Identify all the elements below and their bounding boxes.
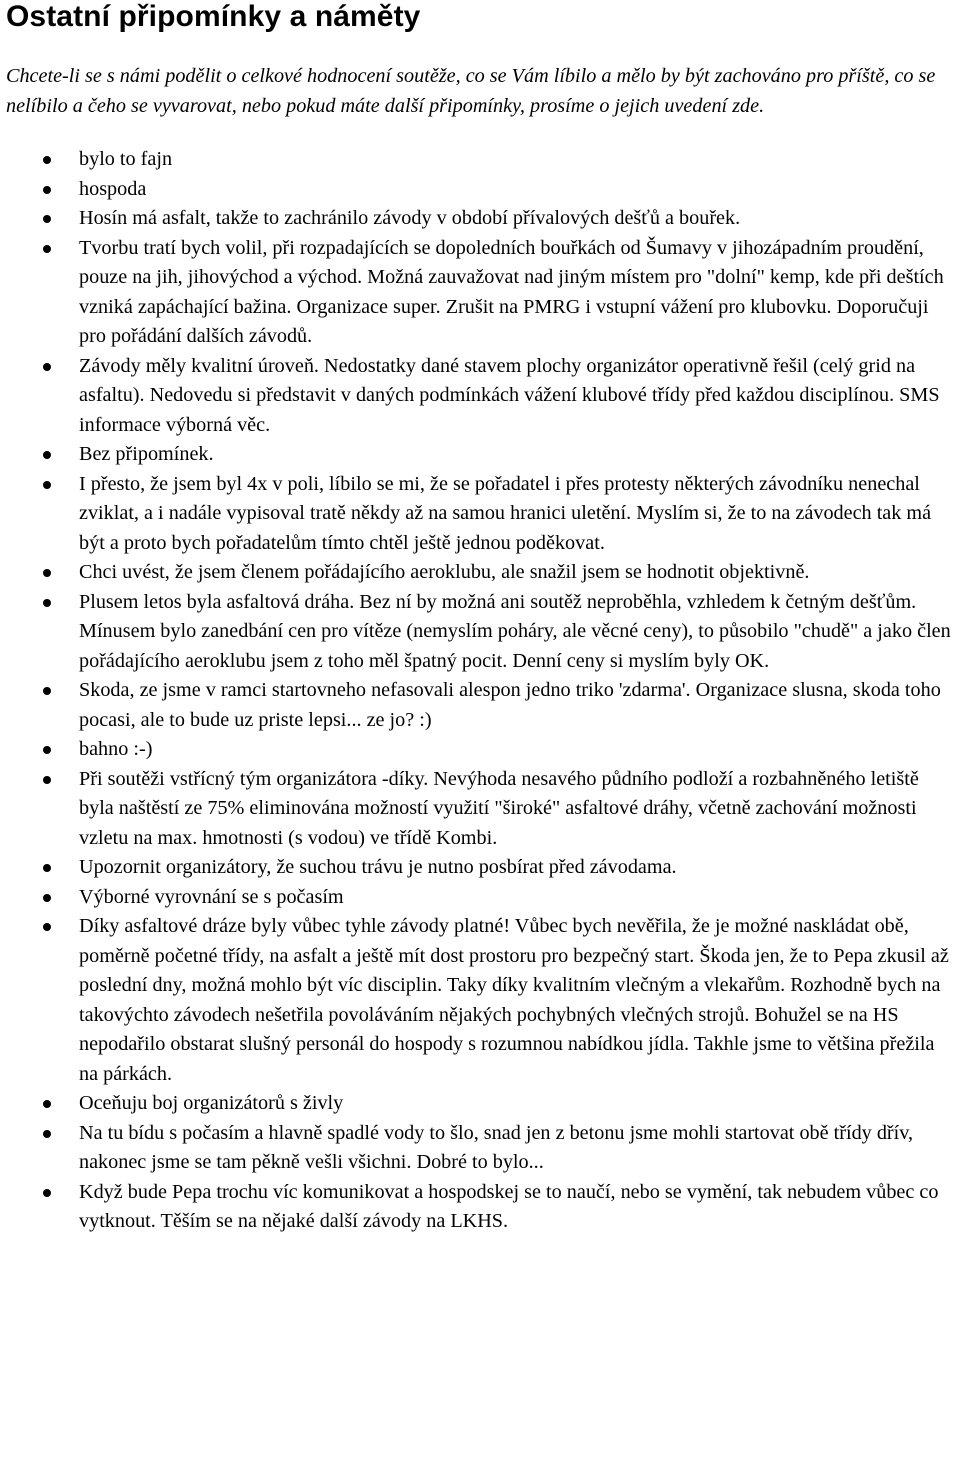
intro-paragraph: Chcete-li se s námi podělit o celkové hodnocení soutěže, co se Vám líbilo a mělo by být zachováno pro příště, co se nelíbilo a čeho se vyvarovat, nebo pokud máte další připomínky, prosíme o jejich uvedení zde.	[6, 65, 936, 117]
list-item: Výborné vyrovnání se s počasím	[6, 883, 956, 913]
list-item: hospoda	[6, 175, 956, 205]
page-title: Ostatní připomínky a náměty	[6, 0, 421, 33]
list-item: bylo to fajn	[6, 145, 956, 175]
list-item: Bez připomínek.	[6, 440, 956, 470]
list-item: Upozornit organizátory, že suchou trávu je nutno posbírat před závodama.	[6, 853, 956, 883]
list-item: Tvorbu tratí bych volil, při rozpadajících se dopoledních bouřkách od Šumavy v jihozápadním proudění, pouze na jih, jihovýchod a východ. Možná zauvažovat nad jiným místem pro "dolní" kemp, kde při deštích vzniká zapáchající bažina. Organizace super. Zrušit na PMRG i vstupní vážení pro klubovku. Doporučuji pro pořádání dalších závodů.	[6, 234, 956, 352]
list-item: Na tu bídu s počasím a hlavně spadlé vody to šlo, snad jen z betonu jsme mohli startovat obě třídy dřív, nakonec jsme se tam pěkně vešli všichni. Dobré to bylo...	[6, 1119, 956, 1178]
list-item: Plusem letos byla asfaltová dráha. Bez ní by možná ani soutěž neproběhla, vzhledem k četným dešťům. Mínusem bylo zanedbání cen pro vítěze (nemyslím poháry, ale věcné ceny), to působilo "chudě" a jako člen pořádajícího aeroklubu jsem z toho měl špatný pocit. Denní ceny si myslím byly OK.	[6, 588, 956, 677]
list-item: Při soutěži vstřícný tým organizátora -díky. Nevýhoda nesavého půdního podloží a rozbahněného letiště byla naštěstí ze 75% eliminována možností využití "široké" asfaltové dráhy, včetně zachování možnosti vzletu na max. hmotnosti (s vodou) ve třídě Kombi.	[6, 765, 956, 854]
list-item: Když bude Pepa trochu víc komunikovat a hospodskej se to naučí, nebo se vymění, tak nebudem vůbec co vytknout. Těším se na nějaké další závody na LKHS.	[6, 1178, 956, 1237]
list-item: Chci uvést, že jsem členem pořádajícího aeroklubu, ale snažil jsem se hodnotit objektivně.	[6, 558, 956, 588]
list-item: Díky asfaltové dráze byly vůbec tyhle závody platné! Vůbec bych nevěřila, že je možné naskládat obě, poměrně početné třídy, na asfalt a ještě mít dost prostoru pro bezpečný start. Škoda jen, že to Pepa zkusil až poslední dny, možná mohlo být víc disciplin. Taky díky kvalitním vlečným a vlekařům. Rozhodně bych na takovýchto závodech nešetřila povoláváním nějakých pochybných vlečných strojů. Bohužel se na HS nepodařilo obstarat slušný personál do hospody s rozumnou nabídkou jídla. Takhle jsme to většina přežila na párkách.	[6, 912, 956, 1089]
list-item: Skoda, ze jsme v ramci startovneho nefasovali alespon jedno triko 'zdarma'. Organizace slusna, skoda toho pocasi, ale to bude uz priste lepsi... ze jo? :)	[6, 676, 956, 735]
list-item: Hosín má asfalt, takže to zachránilo závody v období přívalových dešťů a bouřek.	[6, 204, 956, 234]
list-item: I přesto, že jsem byl 4x v poli, líbilo se mi, že se pořadatel i přes protesty některých závodníku nenechal zviklat, a i nadále vypisoval tratě někdy až na samou hranici uletění. Myslím si, že to na závodech tak má být a proto bych pořadatelům tímto chtěl ještě jednou poděkovat.	[6, 470, 956, 559]
list-item: Oceňuju boj organizátorů s živly	[6, 1089, 956, 1119]
responses-list	[6, 145, 956, 1237]
list-item: Závody měly kvalitní úroveň. Nedostatky dané stavem plochy organizátor operativně řešil (celý grid na asfaltu). Nedovedu si představit v daných podmínkách vážení klubové třídy před každou disciplínou. SMS informace výborná věc.	[6, 352, 956, 441]
list-item: bahno :-)	[6, 735, 956, 765]
